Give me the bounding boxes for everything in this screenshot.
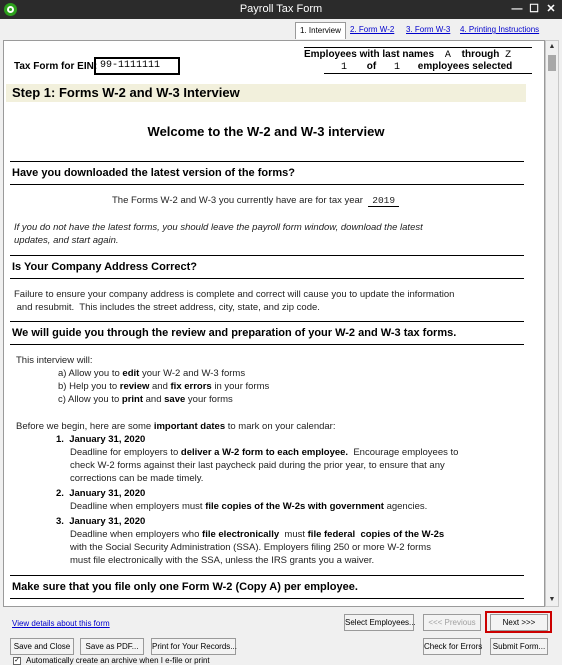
form-document — [3, 40, 545, 607]
scroll-up-icon[interactable]: ▲ — [548, 43, 556, 50]
tab-form-w3[interactable]: 3. Form W-3 — [406, 25, 451, 34]
tab-interview[interactable]: 1. Interview — [295, 22, 346, 39]
view-details-link[interactable]: View details about this form — [12, 619, 110, 628]
step-title: Step 1: Forms W-2 and W-3 Interview — [6, 84, 526, 102]
check-for-errors-button[interactable]: Check for Errors — [423, 638, 481, 655]
close-button[interactable]: ✕ — [546, 3, 556, 15]
next-button-highlight — [485, 611, 552, 633]
archive-checkbox[interactable]: ✓ — [14, 657, 20, 664]
from-letter-field[interactable]: A — [444, 50, 451, 61]
ein-label: Tax Form for EIN: — [14, 61, 98, 72]
interview-item-b: b) Help you to review and fix errors in your forms — [58, 381, 270, 392]
employee-selection-count — [324, 61, 532, 74]
tax-year-value: 2019 — [368, 195, 399, 207]
scroll-down-icon[interactable]: ▼ — [548, 596, 556, 603]
date-3-line2: with the Social Security Administration (SSA). Employers filing 250 or more W-2 forms — [70, 542, 431, 553]
employee-range — [304, 47, 532, 61]
maximize-button[interactable]: ☐ — [529, 3, 539, 15]
welcome-title: Welcome to the W-2 and W-3 interview — [147, 124, 385, 139]
of-label: of — [366, 61, 377, 72]
employees-selected-label: employees selected — [417, 61, 513, 72]
submit-form-button[interactable]: Submit Form... — [490, 638, 548, 655]
window-title: Payroll Tax Form — [239, 3, 323, 15]
address-note-line1: Failure to ensure your company address is complete and correct will cause you to update the information — [14, 289, 455, 300]
interview-item-c: c) Allow you to print and save your forms — [58, 394, 233, 405]
tab-form-w2[interactable]: 2. Form W-2 — [350, 25, 395, 34]
minimize-button[interactable]: — — [511, 3, 523, 15]
through-label: through — [461, 49, 500, 60]
date-1-line1: Deadline for employers to deliver a W-2 form to each employee. Encourage employees to — [70, 447, 459, 458]
document-scrollbar[interactable] — [545, 40, 559, 607]
download-note-line1: If you do not have the latest forms, you should leave the payroll form window, download the latest — [14, 222, 423, 233]
to-letter-field[interactable]: Z — [505, 50, 512, 61]
date-3-line3: must file electronically with the SSA, unless the IRS grants you a waiver. — [70, 555, 375, 566]
guide-section-heading: We will guide you through the review and preparation of your W-2 and W-3 tax forms. — [10, 327, 524, 339]
archive-checkbox-label: Automatically create an archive when I e-file or print — [26, 656, 210, 665]
scroll-thumb[interactable] — [548, 55, 556, 71]
one-form-section-heading: Make sure that you file only one Form W-2 (Copy A) per employee. — [10, 581, 524, 593]
date-2-title: 2. January 31, 2020 — [56, 488, 146, 499]
interview-intro: This interview will: — [16, 355, 93, 366]
download-note-line2: updates, and start again. — [14, 235, 119, 246]
ein-field[interactable]: 99-1111111 — [94, 57, 180, 75]
total-count: 1 — [394, 62, 401, 73]
date-1-title: 1. January 31, 2020 — [56, 434, 146, 445]
print-for-records-button[interactable]: Print for Your Records... — [151, 638, 236, 655]
address-section-heading: Is Your Company Address Correct? — [10, 261, 524, 273]
title-bar — [0, 0, 562, 19]
selected-count: 1 — [340, 62, 347, 73]
previous-button[interactable]: <<< Previous — [423, 614, 481, 631]
select-employees-button[interactable]: Select Employees... — [344, 614, 414, 631]
employee-range-label: Employees with last names — [304, 49, 435, 60]
date-3-line1: Deadline when employers who file electronically must file federal copies of the W-2s — [70, 529, 445, 540]
tax-year-line — [112, 195, 399, 207]
interview-item-a: a) Allow you to edit your W-2 and W-3 forms — [58, 368, 246, 379]
save-as-pdf-button[interactable]: Save as PDF... — [80, 638, 144, 655]
download-section-heading: Have you downloaded the latest version of the forms? — [10, 167, 524, 179]
tax-year-text: The Forms W-2 and W-3 you currently have are for tax year — [112, 195, 363, 206]
tab-printing-instructions[interactable]: 4. Printing Instructions — [460, 25, 540, 34]
date-1-line2: check W-2 forms against their last paycheck paid during the prior year, to ensure that any — [70, 460, 445, 471]
address-note-line2: and resubmit. This includes the street address, city, state, and zip code. — [14, 302, 320, 313]
important-dates-intro: Before we begin, here are some important dates to mark on your calendar: — [16, 421, 336, 432]
save-and-close-button[interactable]: Save and Close — [10, 638, 74, 655]
next-button[interactable]: Next >>> — [490, 614, 548, 631]
date-2-line1: Deadline when employers must file copies of the W-2s with government agencies. — [70, 501, 428, 512]
date-1-line3: corrections can be made timely. — [70, 473, 204, 484]
date-3-title: 3. January 31, 2020 — [56, 516, 146, 527]
tab-bar — [0, 19, 562, 40]
